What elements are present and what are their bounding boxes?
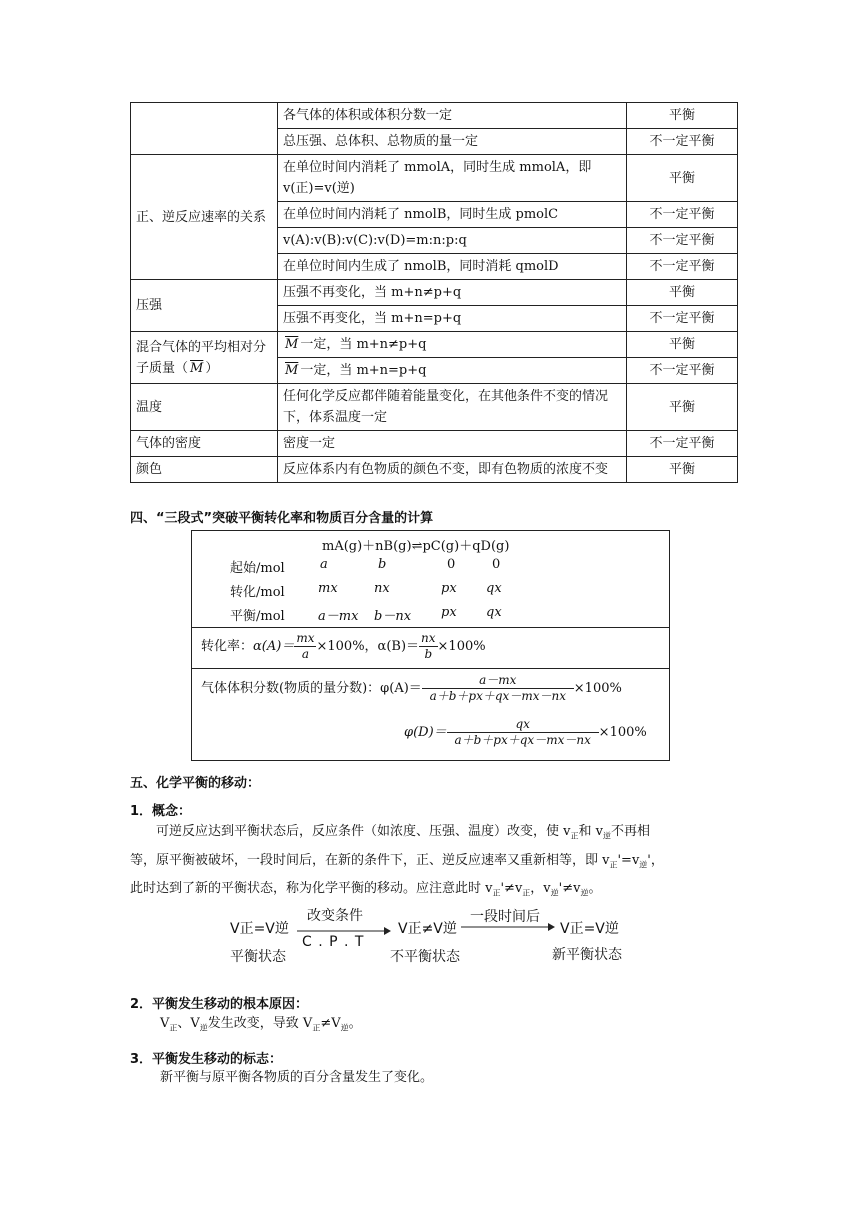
table-cell-criterion: 任何化学反应都伴随着能量变化，在其他条件不变的情况下，体系温度一定 <box>278 384 627 431</box>
fraction-a <box>294 631 316 662</box>
paragraph-line <box>130 820 742 849</box>
stage-value-a: a－mx <box>318 609 359 624</box>
table-cell-criterion: 总压强、总体积、总物质的量一定 <box>278 129 627 155</box>
category-text-tail: ） <box>205 360 219 376</box>
table-cell-category <box>131 332 278 384</box>
fraction-numerator: qx <box>447 717 599 733</box>
table-cell-result: 不一定平衡 <box>627 228 738 254</box>
table-row <box>131 155 738 202</box>
table-cell-criterion: 反应体系内有色物质的颜色不变，即有色物质的浓度不变 <box>278 457 627 483</box>
subscript: 逆 <box>602 831 611 841</box>
fraction-phi-d <box>447 717 599 748</box>
text: '≠v <box>558 881 581 897</box>
table-cell-category: 正、逆反应速率的关系 <box>131 155 278 280</box>
table-cell-category: 温度 <box>131 384 278 431</box>
table-cell-criterion <box>278 358 627 384</box>
text: 此时达到了新的平衡状态，称为化学平衡的移动。应注意此时 v <box>130 881 493 897</box>
table-cell-result: 不一定平衡 <box>627 306 738 332</box>
subscript: 正 <box>570 831 579 841</box>
section-5-heading: 五、化学平衡的移动： <box>130 776 261 791</box>
table-cell-criterion <box>278 332 627 358</box>
text: V <box>160 1016 170 1031</box>
criterion-text: 一定，当 m+n≠p+q <box>300 337 427 352</box>
table-cell-result: 平衡 <box>627 457 738 483</box>
subscript: 逆 <box>340 1023 349 1033</box>
subscript: 正 <box>522 888 531 898</box>
state-shifted-label: 不平衡状态 <box>390 949 460 965</box>
table-cell-result: 不一定平衡 <box>627 129 738 155</box>
volume-fraction-a-line <box>201 673 622 704</box>
text: 和 v <box>578 824 603 839</box>
conversion-label: 转化率： <box>201 639 254 654</box>
table-row <box>131 384 738 431</box>
table-row <box>131 332 738 358</box>
table-cell-result: 不一定平衡 <box>627 202 738 228</box>
stage-value-c: px <box>441 581 457 596</box>
category-text: 混合气体的平均相对分子质量（ <box>136 339 267 376</box>
avg-molar-mass-symbol: $\overline{M}$ <box>285 337 299 352</box>
text: 可逆反应达到平衡状态后，反应条件（如浓度、压强、温度）改变，使 v <box>156 824 571 839</box>
avg-molar-mass-symbol: $\overline{M}$ <box>285 363 299 378</box>
equilibrium-criteria-table <box>130 102 738 483</box>
text: 不再相 <box>610 824 650 839</box>
fraction-numerator: mx <box>296 631 315 645</box>
box-divider <box>192 668 669 669</box>
fraction-denominator: b <box>424 647 433 661</box>
volume-fraction-tail: ×100% <box>598 725 647 740</box>
arrow-right-icon <box>460 921 556 933</box>
volume-fraction-label: 气体体积分数(物质的量分数)：φ(A)＝ <box>201 681 422 696</box>
fraction-numerator: a－mx <box>422 673 574 689</box>
table-cell-criterion: 在单位时间内消耗了 nmolB，同时生成 pmolC <box>278 202 627 228</box>
text: 发生改变，导致 V <box>207 1016 313 1031</box>
text: ≠V <box>320 1016 341 1031</box>
table-cell-criterion: 在单位时间内生成了 nmolB，同时消耗 qmolD <box>278 254 627 280</box>
table-row <box>131 280 738 306</box>
stage-label: 平衡/mol <box>230 609 285 624</box>
text: 、V <box>177 1016 200 1031</box>
three-stage-box <box>191 530 670 761</box>
table-cell-result: 平衡 <box>627 384 738 431</box>
table-cell-result: 不一定平衡 <box>627 358 738 384</box>
fraction-denominator: a <box>301 647 309 661</box>
text: '=v <box>617 852 640 868</box>
stage-value-a: a <box>320 557 328 572</box>
stage-label: 起始/mol <box>230 561 285 576</box>
arrow-1-top-label: 改变条件 <box>307 908 363 924</box>
stage-value-b: b <box>378 557 387 572</box>
fraction-denominator: a＋b＋px＋qx－mx－nx <box>429 689 566 703</box>
table-cell-result: 平衡 <box>627 332 738 358</box>
table-cell-criterion: 在单位时间内消耗了 mmolA，同时生成 mmolA，即 v(正)=v(逆) <box>278 155 627 202</box>
criterion-text: 一定，当 m+n=p+q <box>300 363 427 378</box>
text: 。 <box>588 881 602 897</box>
stage-value-c: 0 <box>447 557 456 572</box>
subscript: 正 <box>609 860 618 870</box>
table-row <box>131 431 738 457</box>
subscript: 正 <box>312 1023 321 1033</box>
paragraph-line <box>130 877 742 906</box>
shift-sign-text: 新平衡与原平衡各物质的百分含量发生了变化。 <box>160 1070 434 1085</box>
stage-value-d: qx <box>486 605 502 620</box>
stage-value-d: qx <box>486 581 502 596</box>
table-cell-category <box>131 103 278 155</box>
table-row <box>131 457 738 483</box>
table-cell-result: 平衡 <box>627 155 738 202</box>
concept-heading: 1．概念： <box>130 804 192 819</box>
state-initial: V正=V逆 <box>230 921 289 937</box>
table-cell-criterion: 压强不再变化，当 m+n≠p+q <box>278 280 627 306</box>
stage-value-a: mx <box>318 581 338 596</box>
shift-sign-heading: 3．平衡发生移动的标志： <box>130 1052 283 1067</box>
table-cell-criterion: 密度一定 <box>278 431 627 457</box>
fraction-denominator: a＋b＋px＋qx－mx－nx <box>454 733 591 747</box>
conversion-tail-text: ×100% <box>437 639 486 654</box>
reaction-equation: mA(g)＋nB(g)⇌pC(g)＋qD(g) <box>322 539 510 554</box>
state-new: V正=V逆 <box>560 921 619 937</box>
arrow-1-bottom-label: C . P . T <box>302 934 365 950</box>
stage-value-b: nx <box>374 581 390 596</box>
root-cause-text <box>160 1012 362 1041</box>
subscript: 逆 <box>550 888 559 898</box>
table-cell-category: 压强 <box>131 280 278 332</box>
conversion-mid-text: ×100%，α(B)＝ <box>316 639 420 654</box>
text: '≠v <box>500 881 523 897</box>
alpha-a-label: α(A)＝ <box>253 639 295 654</box>
table-cell-result: 平衡 <box>627 103 738 129</box>
text: '， <box>647 852 664 868</box>
volume-fraction-tail: ×100% <box>573 681 622 696</box>
concept-paragraph <box>130 820 742 906</box>
volume-fraction-d-line <box>404 717 647 748</box>
subscript: 正 <box>169 1023 178 1033</box>
state-new-label: 新平衡状态 <box>552 947 622 963</box>
table-row <box>131 103 738 129</box>
table-cell-result: 不一定平衡 <box>627 431 738 457</box>
arrow-2-top-label: 一段时间后 <box>470 909 540 925</box>
fraction-phi-a <box>422 673 574 704</box>
state-initial-label: 平衡状态 <box>230 949 286 965</box>
phi-d-label: φ(D)＝ <box>404 725 447 740</box>
text: 。 <box>348 1016 362 1031</box>
section-4-heading: 四、“三段式”突破平衡转化率和物质百分含量的计算 <box>130 511 434 526</box>
root-cause-heading: 2．平衡发生移动的根本原因： <box>130 997 309 1012</box>
stage-label: 转化/mol <box>230 585 285 600</box>
table-cell-category: 颜色 <box>131 457 278 483</box>
subscript: 正 <box>492 888 501 898</box>
table-cell-criterion: 压强不再变化，当 m+n=p+q <box>278 306 627 332</box>
subscript: 逆 <box>639 860 648 870</box>
subscript: 逆 <box>199 1023 208 1033</box>
fraction-numerator: nx <box>421 631 436 645</box>
text: 等，原平衡被破坏，一段时间后，在新的条件下，正、逆反应速率又重新相等，即 v <box>130 852 610 868</box>
fraction-b <box>419 631 438 662</box>
table-cell-category: 气体的密度 <box>131 431 278 457</box>
conversion-rate-line <box>201 631 486 663</box>
stage-value-b: b－nx <box>374 609 412 624</box>
stage-value-d: 0 <box>492 557 501 572</box>
state-shifted: V正≠V逆 <box>398 921 457 937</box>
box-divider <box>192 627 669 628</box>
table-cell-criterion: 各气体的体积或体积分数一定 <box>278 103 627 129</box>
stage-value-c: px <box>441 605 457 620</box>
avg-molar-mass-symbol: $\overline{M}$ <box>190 360 204 376</box>
table-cell-result: 不一定平衡 <box>627 254 738 280</box>
text: ，v <box>530 881 551 897</box>
table-cell-result: 平衡 <box>627 280 738 306</box>
table-cell-criterion: v(A):v(B):v(C):v(D)=m:n:p:q <box>278 228 627 254</box>
subscript: 逆 <box>580 888 589 898</box>
paragraph-line <box>130 849 742 878</box>
